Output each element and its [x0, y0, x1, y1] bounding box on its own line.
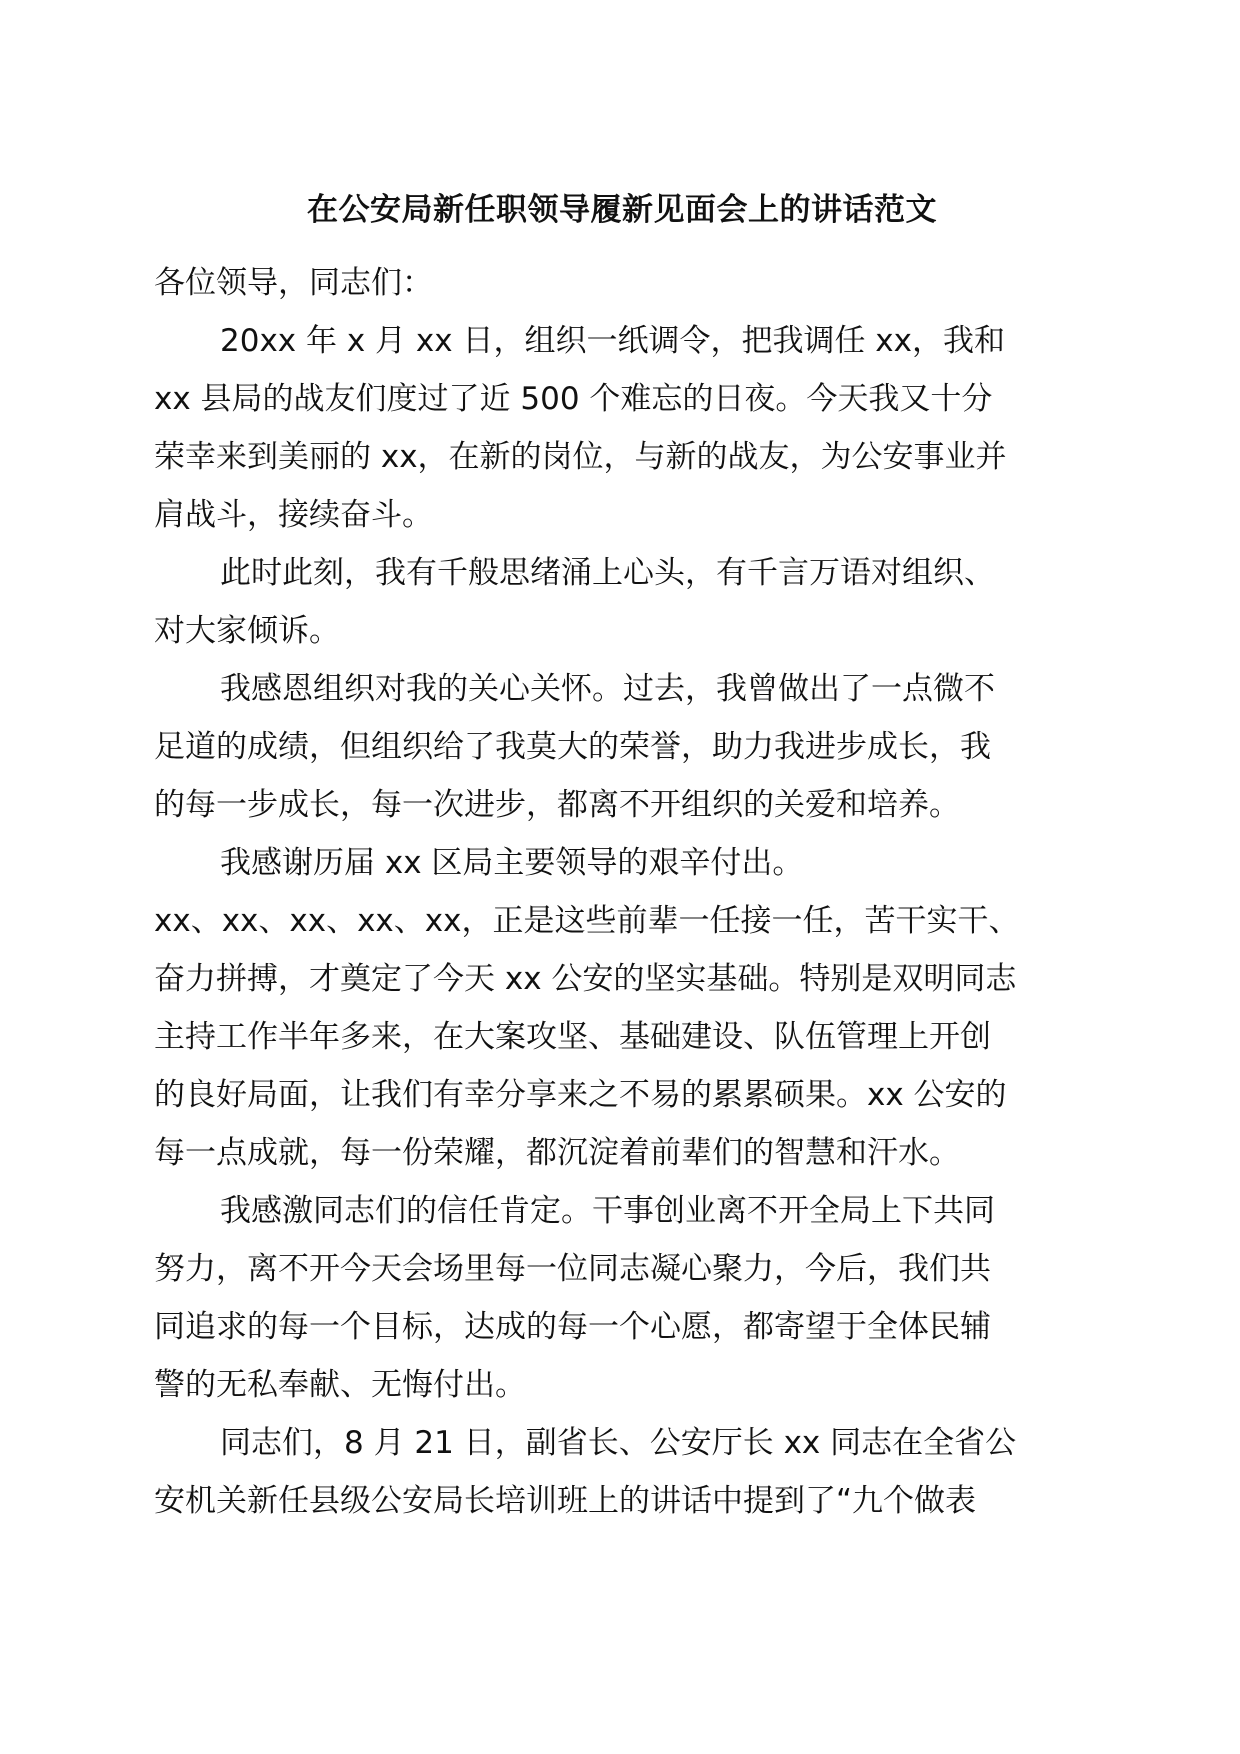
text-line: 努力，离不开今天会场里每一位同志凝心聚力，今后，我们共 — [154, 1251, 991, 1287]
document-title: 在公安局新任职领导履新见面会上的讲话范文 — [307, 192, 937, 228]
text-line: xx 县局的战友们度过了近 500 个难忘的日夜。今天我又十分 — [154, 381, 993, 417]
text-line: 我感谢历届 xx 区局主要领导的艰辛付出。 — [220, 845, 804, 881]
text-line: 奋力拼搏，才奠定了今天 xx 公安的坚实基础。特别是双明同志 — [154, 961, 1017, 997]
text-line: 20xx 年 x 月 xx 日，组织一纸调令，把我调任 xx，我和 — [220, 323, 1005, 359]
text-line: 肩战斗，接续奋斗。 — [154, 497, 433, 533]
text-line: 足道的成绩，但组织给了我莫大的荣誉，助力我进步成长，我 — [154, 729, 991, 765]
text-line: 的每一步成长，每一次进步，都离不开组织的关爱和培养。 — [154, 787, 960, 823]
text-line: 同追求的每一个目标，达成的每一个心愿，都寄望于全体民辅 — [154, 1309, 991, 1345]
document-page — [154, 182, 1090, 1530]
text-line: 我感激同志们的信任肯定。干事创业离不开全局上下共同 — [220, 1193, 995, 1229]
text-line: 各位领导，同志们： — [154, 265, 433, 301]
text-line: 我感恩组织对我的关心关怀。过去，我曾做出了一点微不 — [220, 671, 995, 707]
text-line: 每一点成就，每一份荣耀，都沉淀着前辈们的智慧和汗水。 — [154, 1135, 960, 1171]
text-line: 安机关新任县级公安局长培训班上的讲话中提到了“九个做表 — [154, 1483, 977, 1519]
text-line: 荣幸来到美丽的 xx，在新的岗位，与新的战友，为公安事业并 — [154, 439, 1007, 475]
text-line: 同志们，8 月 21 日，副省长、公安厅长 xx 同志在全省公 — [220, 1425, 1017, 1461]
text-line: 警的无私奉献、无悔付出。 — [154, 1367, 526, 1403]
document-body — [154, 254, 1090, 1530]
text-line: 对大家倾诉。 — [154, 613, 340, 649]
text-line: xx、xx、xx、xx、xx，正是这些前辈一任接一任，苦干实干、 — [154, 903, 1020, 939]
text-line: 主持工作半年多来，在大案攻坚、基础建设、队伍管理上开创 — [154, 1019, 991, 1055]
text-line: 的良好局面，让我们有幸分享来之不易的累累硕果。xx 公安的 — [154, 1077, 1007, 1113]
text-line: 此时此刻，我有千般思绪涌上心头，有千言万语对组织、 — [220, 555, 995, 591]
